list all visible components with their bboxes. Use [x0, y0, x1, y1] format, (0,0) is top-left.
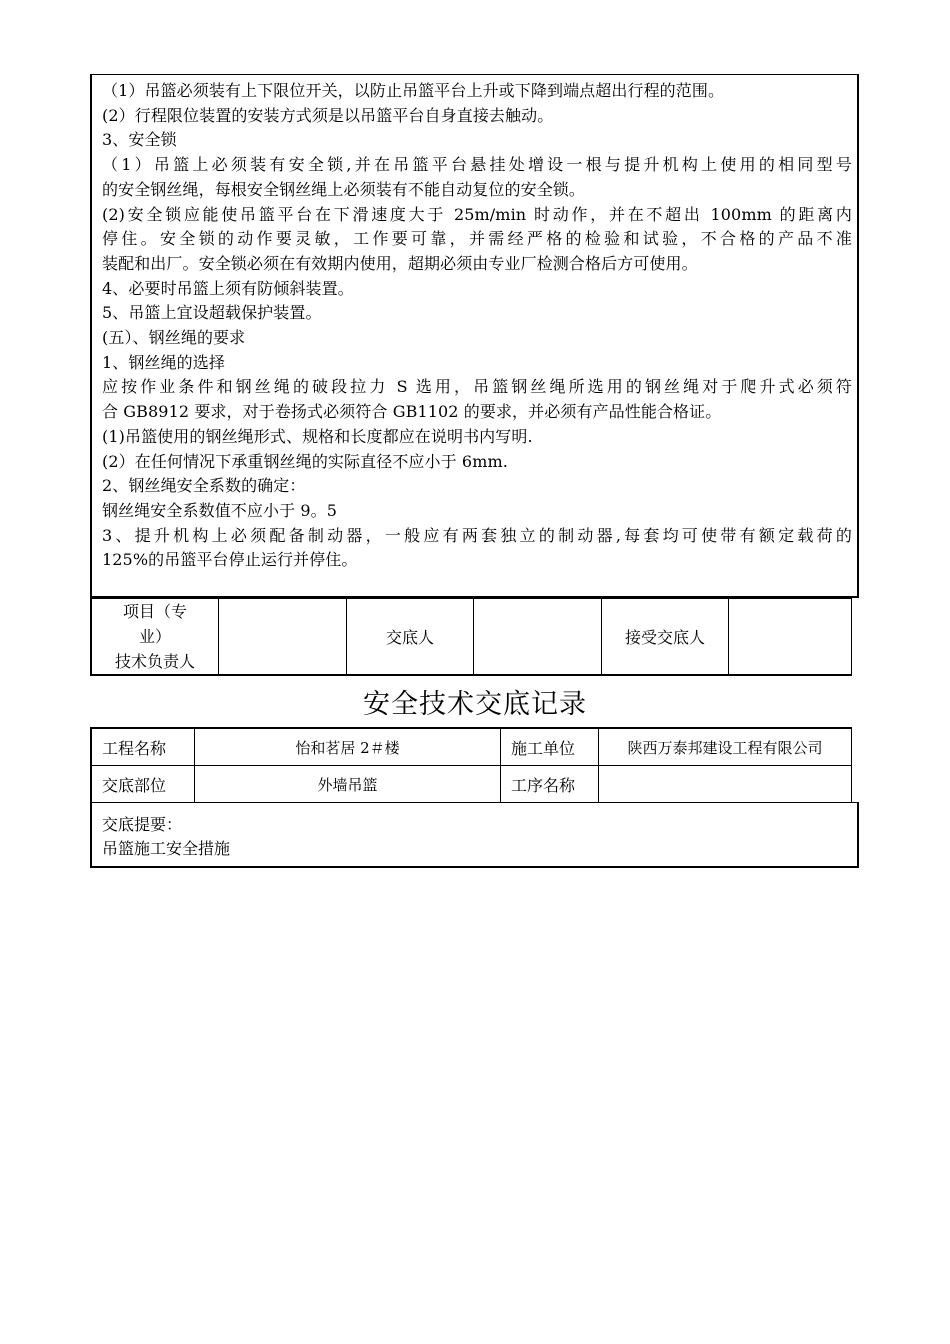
text-line: (2）在任何情况下承重钢丝绳的实际直径不应小于 6mm. — [102, 451, 508, 471]
receiver-value — [729, 599, 852, 676]
summary-value: 吊篮施工安全措施 — [102, 839, 231, 858]
text-line: (2）行程限位装置的安装方式须是以吊篮平台自身直接去触动。 — [102, 105, 554, 125]
project-value: 怡和茗居 2＃楼 — [195, 728, 501, 766]
contractor-value: 陕西万泰邦建设工程有限公司 — [599, 728, 852, 766]
process-label: 工序名称 — [501, 766, 599, 803]
tech-lead-value — [219, 599, 347, 676]
process-value — [599, 766, 852, 803]
text-line: 装配和出厂。安全锁必须在有效期内使用，超期必须由专业厂检测合格后方可使用。 — [102, 253, 698, 273]
signature-table — [90, 598, 852, 676]
text-line: 停住。安全锁的动作要灵敏，工作要可靠，并需经严格的检验和试验，不合格的产品不准 — [102, 229, 852, 249]
presenter-value — [474, 599, 602, 676]
continuation-text — [102, 79, 852, 573]
tech-lead-label: 项目（专 业） 技术负责人 — [91, 599, 219, 676]
text-line: (1)吊篮使用的钢丝绳形式、规格和长度都应在说明书内写明. — [102, 426, 533, 446]
text-line: 3、安全锁 — [102, 130, 177, 150]
part-label: 交底部位 — [91, 766, 195, 803]
receiver-label: 接受交底人 — [602, 599, 729, 676]
record-title: 安全技术交底记录 — [363, 689, 587, 720]
summary-label: 交底提要： — [102, 815, 183, 834]
text-line: 钢丝绳安全系数值不应小于 9。5 — [102, 500, 338, 520]
text-line: （1）吊篮必须装有上下限位开关，以防止吊篮平台上升或下降到端点超出行程的范围。 — [102, 81, 725, 100]
text-line: （1）吊篮上必须装有安全锁,并在吊篮平台悬挂处增设一根与提升机构上使用的相同型号 — [102, 155, 852, 175]
part-value: 外墙吊篮 — [195, 766, 501, 803]
project-label: 工程名称 — [91, 728, 195, 766]
record-info-table — [90, 727, 852, 803]
text-line: 3、提升机构上必须配备制动器，一般应有两套独立的制动器,每套均可使带有额定载荷的 — [102, 525, 852, 545]
text-line: (2)安全锁应能使吊篮平台在下滑速度大于 25m/min 时动作，并在不超出 100mm 的距离内 — [102, 204, 852, 224]
text-line: 125%的吊篮平台停止运行并停住。 — [102, 550, 358, 570]
text-line: (五）、钢丝绳的要求 — [102, 328, 246, 348]
presenter-label: 交底人 — [347, 599, 474, 676]
contractor-label: 施工单位 — [501, 728, 599, 766]
text-line: 5、吊篮上宜设超载保护装置。 — [102, 303, 322, 323]
text-line: 2、钢丝绳安全系数的确定： — [102, 476, 306, 496]
text-line: 的安全钢丝绳，每根安全钢丝绳上必须装有不能自动复位的安全锁。 — [102, 179, 586, 199]
summary-box — [90, 802, 859, 868]
text-line: 合 GB8912 要求，对于卷扬式必须符合 GB1102 的要求，并必须有产品性能合格证。 — [102, 402, 722, 422]
text-line: 1、钢丝绳的选择 — [102, 352, 225, 372]
text-line: 应按作业条件和钢丝绳的破段拉力 S 选用，吊篮钢丝绳所选用的钢丝绳对于爬升式必须符 — [102, 377, 852, 397]
text-line: 4、必要时吊篮上须有防倾斜装置。 — [102, 278, 354, 298]
continuation-box — [90, 74, 859, 598]
